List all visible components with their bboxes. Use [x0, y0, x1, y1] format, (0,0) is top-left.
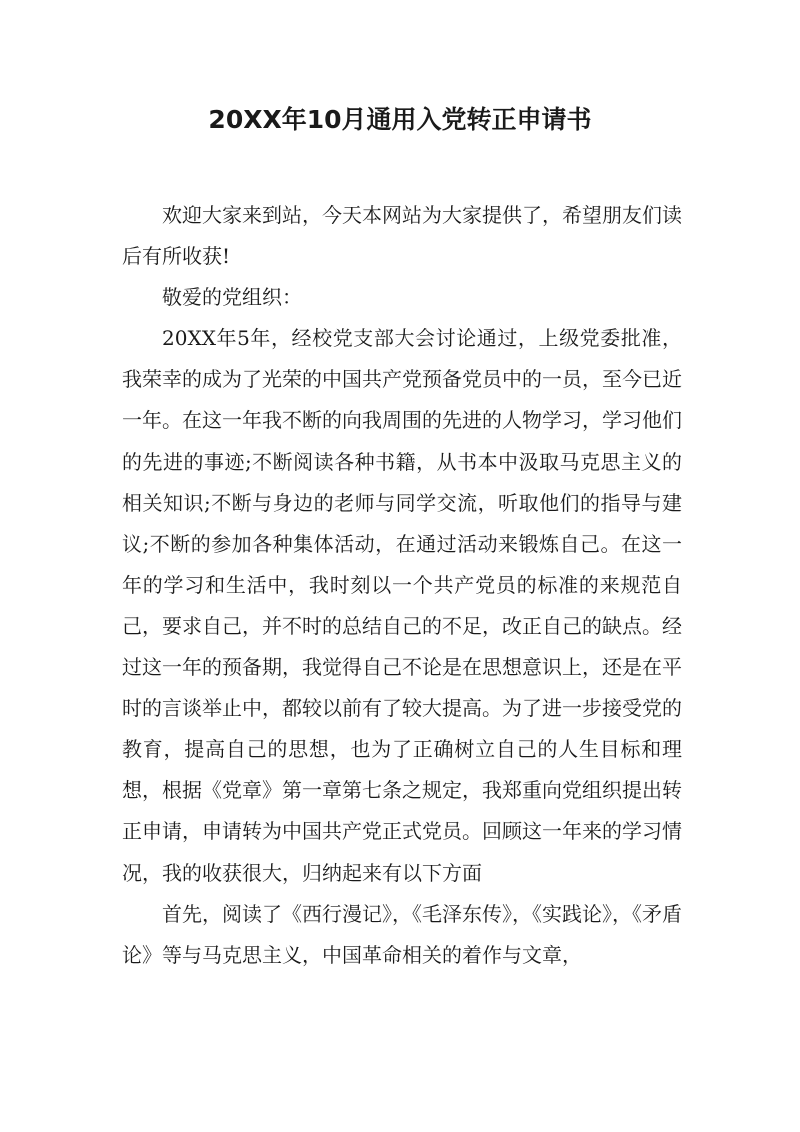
greeting-paragraph: 欢迎大家来到站，今天本网站为大家提供了，希望朋友们读后有所收获!	[122, 203, 682, 269]
document-body	[122, 195, 682, 976]
reading-paragraph: 首先，阅读了《西行漫记》，《毛泽东传》，《实践论》，《矛盾论》等与马克思主义，中国革命相关的着作与文章，	[122, 901, 682, 967]
salutation-paragraph: 敬爱的党组织：	[162, 285, 302, 310]
document-title: 20XX年10月通用入党转正申请书	[208, 105, 592, 134]
main-paragraph: 20XX年5年，经校党支部大会讨论通过，上级党委批准，我荣幸的成为了光荣的中国共产党预备党员中的一员，至今已近一年。在这一年我不断的向我周围的先进的人物学习，学习他们的先进的事迹;不断阅读各种书籍，从书本中汲取马克思主义的相关知识;不断与身边的老师与同学交流，听取他们的指导与建议;不断的参加各种集体活动，在通过活动来锻炼自己。在这一年的学习和生活中，我时刻以一个共产党员的标准的来规范自己，要求自己，并不时的总结自己的不足，改正自己的缺点。经过这一年的预备期，我觉得自己不论是在思想意识上，还是在平时的言谈举止中，都较以前有了较大提高。为了进一步接受党的教育，提高自己的思想，也为了正确树立自己的人生目标和理想，根据《党章》第一章第七条之规定，我郑重向党组织提出转正申请，申请转为中国共产党正式党员。回顾这一年来的学习情况，我的收获很大，归纳起来有以下方面	[122, 326, 682, 885]
